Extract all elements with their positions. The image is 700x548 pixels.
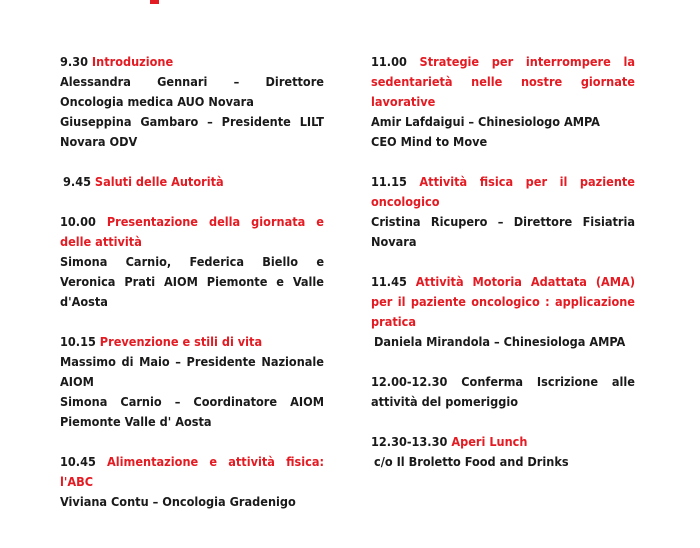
item-time: 10.15 <box>60 334 96 349</box>
schedule-item <box>371 52 635 152</box>
item-title: Saluti delle Autorità <box>94 174 224 189</box>
item-time: 12.00-12.30 <box>371 374 448 389</box>
item-speaker: Daniela Mirandola – Chinesiologa AMPA <box>374 334 626 349</box>
item-title: Attività fisica per il paziente oncologico <box>371 174 635 209</box>
item-title: Prevenzione e stili di vita <box>99 334 263 349</box>
item-time: 10.45 <box>60 454 96 469</box>
item-time: 12.30-13.30 <box>371 434 448 449</box>
item-speaker: Viviana Contu – Oncologia Gradenigo <box>60 494 296 509</box>
item-time: 9.30 <box>60 54 88 69</box>
item-description: Conferma Iscrizione alle attività del pomeriggio <box>371 374 635 409</box>
item-time: 11.00 <box>371 54 407 69</box>
item-speaker: Alessandra Gennari – Direttore Oncologia medica AUO Novara <box>60 74 324 109</box>
schedule-left-column <box>60 52 324 532</box>
item-title: Aperi Lunch <box>451 434 528 449</box>
item-venue: c/o Il Broletto Food and Drinks <box>374 454 569 469</box>
schedule-item <box>371 372 635 412</box>
schedule-item <box>371 432 635 472</box>
item-speaker: CEO Mind to Move <box>371 134 488 149</box>
item-time: 11.15 <box>371 174 407 189</box>
item-speaker: Amir Lafdaigui – Chinesiologo AMPA <box>371 114 600 129</box>
schedule-right-column <box>371 52 635 492</box>
item-title: Presentazione della giornata e delle attività <box>60 214 324 249</box>
schedule-item <box>60 52 324 152</box>
item-speaker: Giuseppina Gambaro – Presidente LILT Novara ODV <box>60 114 324 149</box>
item-speaker: Cristina Ricupero – Direttore Fisiatria Novara <box>371 214 635 249</box>
top-accent-mark <box>150 0 159 4</box>
item-time: 11.45 <box>371 274 407 289</box>
item-speaker: Simona Carnio – Coordinatore AIOM Piemonte Valle d' Aosta <box>60 394 324 429</box>
item-title: Introduzione <box>91 54 174 69</box>
schedule-item <box>371 172 635 252</box>
schedule-item <box>60 212 324 312</box>
item-time: 10.00 <box>60 214 96 229</box>
schedule-item <box>60 332 324 432</box>
schedule-item <box>371 272 635 352</box>
item-speaker: Simona Carnio, Federica Biello e Veronica Prati AIOM Piemonte e Valle d'Aosta <box>60 254 324 309</box>
schedule-item <box>60 452 324 512</box>
item-time: 9.45 <box>63 174 91 189</box>
item-title: Alimentazione e attività fisica: l'ABC <box>60 454 324 489</box>
item-speaker: Massimo di Maio – Presidente Nazionale AIOM <box>60 354 324 389</box>
item-title: Attività Motoria Adattata (AMA) per il paziente oncologico : applicazione pratica <box>371 274 635 329</box>
item-title: Strategie per interrompere la sedentarietà nelle nostre giornate lavorative <box>371 54 635 109</box>
schedule-item <box>60 172 324 192</box>
